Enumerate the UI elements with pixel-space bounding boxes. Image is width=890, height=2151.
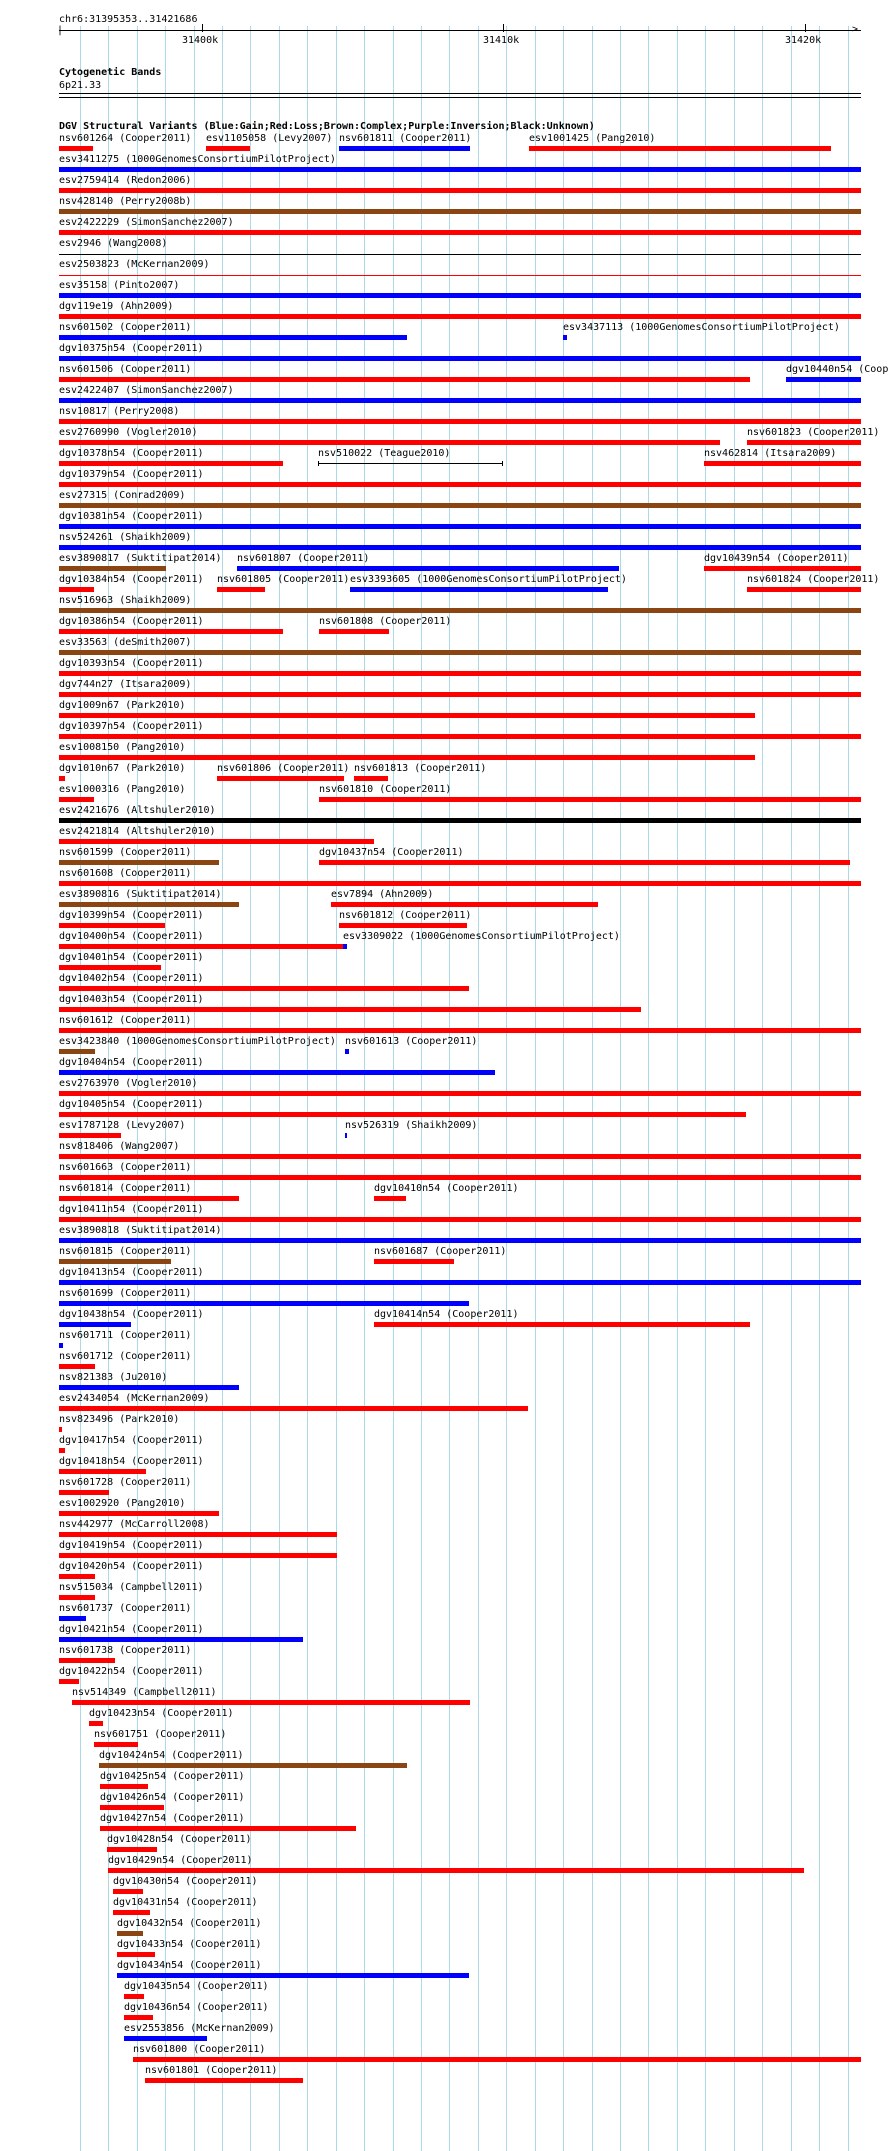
feature-label-nsv514349[interactable]: nsv514349 (Campbell2011)	[72, 1687, 217, 1698]
feature-label-dgv10432n54[interactable]: dgv10432n54 (Cooper2011)	[117, 1918, 262, 1929]
feature-label-dgv10436n54[interactable]: dgv10436n54 (Cooper2011)	[124, 2002, 269, 2013]
ruler-axis	[59, 30, 861, 31]
dgv-track-title: DGV Structural Variants (Blue:Gain;Red:Loss;Brown:Complex;Purple:Inversion;Black:Unknown)	[59, 121, 595, 132]
feature-label-dgv10405n54[interactable]: dgv10405n54 (Cooper2011)	[59, 1099, 204, 1110]
feature-label-esv1000316[interactable]: esv1000316 (Pang2010)	[59, 784, 186, 795]
feature-label-nsv601751[interactable]: nsv601751 (Cooper2011)	[94, 1729, 227, 1740]
feature-bar-dgv10401n54[interactable]	[59, 965, 161, 970]
grid-line	[535, 26, 536, 2151]
feature-bar-esv35158[interactable]	[59, 293, 861, 298]
feature-bar-nsv601814[interactable]	[59, 1196, 239, 1201]
feature-label-dgv10418n54[interactable]: dgv10418n54 (Cooper2011)	[59, 1456, 204, 1467]
feature-label-dgv10438n54[interactable]: dgv10438n54 (Cooper2011)	[59, 1309, 204, 1320]
feature-bar-nsv601811[interactable]	[339, 146, 470, 151]
cytoband-line	[59, 93, 861, 94]
feature-bar-esv3890818[interactable]	[59, 1238, 861, 1243]
grid-line	[393, 26, 394, 2151]
feature-bar-nsv601751[interactable]	[94, 1742, 138, 1747]
feature-bar-esv3411275[interactable]	[59, 167, 861, 172]
feature-label-esv1002920[interactable]: esv1002920 (Pang2010)	[59, 1498, 186, 1509]
feature-bar-dgv10439n54[interactable]	[704, 566, 861, 571]
feature-bar-nsv462814[interactable]	[704, 461, 861, 466]
feature-bar-dgv10431n54[interactable]	[113, 1910, 150, 1915]
feature-bar-esv3309022[interactable]	[343, 944, 347, 949]
feature-bar-nsv601502[interactable]	[59, 335, 407, 340]
feature-bar-esv1787128[interactable]	[59, 1133, 121, 1138]
ruler-start-arrow: |	[57, 25, 64, 36]
feature-bar-esv2760990[interactable]	[59, 440, 720, 445]
feature-bar-nsv601687[interactable]	[374, 1259, 454, 1264]
feature-label-nsv823496[interactable]: nsv823496 (Park2010)	[59, 1414, 180, 1425]
feature-bar-nsv601800[interactable]	[133, 2057, 861, 2062]
feature-label-esv2553856[interactable]: esv2553856 (McKernan2009)	[124, 2023, 275, 2034]
feature-label-nsv601801[interactable]: nsv601801 (Cooper2011)	[145, 2065, 278, 2076]
feature-bar-dgv10411n54[interactable]	[59, 1217, 861, 1222]
grid-line	[478, 26, 479, 2151]
feature-label-dgv10422n54[interactable]: dgv10422n54 (Cooper2011)	[59, 1666, 204, 1677]
feature-bar-dgv10417n54[interactable]	[59, 1448, 65, 1453]
feature-label-esv2434054[interactable]: esv2434054 (McKernan2009)	[59, 1393, 210, 1404]
feature-bar-cap	[318, 461, 319, 466]
feature-label-esv2503823[interactable]: esv2503823 (McKernan2009)	[59, 259, 210, 270]
grid-line	[648, 26, 649, 2151]
feature-label-dgv10393n54[interactable]: dgv10393n54 (Cooper2011)	[59, 658, 204, 669]
feature-bar-nsv601801[interactable]	[145, 2078, 303, 2083]
feature-label-nsv601800[interactable]: nsv601800 (Cooper2011)	[133, 2044, 266, 2055]
feature-label-nsv601728[interactable]: nsv601728 (Cooper2011)	[59, 1477, 192, 1488]
feature-bar-nsv601806[interactable]	[217, 776, 344, 781]
grid-line	[819, 26, 820, 2151]
feature-bar-dgv10418n54[interactable]	[59, 1469, 146, 1474]
grid-line	[848, 26, 849, 2151]
feature-bar-dgv10410n54[interactable]	[374, 1196, 406, 1201]
cytoband-line	[59, 97, 861, 98]
feature-bar-dgv10430n54[interactable]	[113, 1889, 143, 1894]
feature-label-dgv10400n54[interactable]: dgv10400n54 (Cooper2011)	[59, 931, 204, 942]
position-label: chr6:31395353..31421686	[59, 14, 198, 25]
feature-bar-dgv10379n54[interactable]	[59, 482, 861, 487]
feature-label-nsv515034[interactable]: nsv515034 (Campbell2011)	[59, 1582, 204, 1593]
feature-bar-nsv601728[interactable]	[59, 1490, 109, 1495]
feature-label-nsv10817[interactable]: nsv10817 (Perry2008)	[59, 406, 180, 417]
feature-label-dgv10414n54[interactable]: dgv10414n54 (Cooper2011)	[374, 1309, 519, 1320]
feature-bar-esv2422229[interactable]	[59, 230, 861, 235]
feature-bar-dgv10381n54[interactable]	[59, 524, 861, 529]
feature-label-dgv10426n54[interactable]: dgv10426n54 (Cooper2011)	[100, 1792, 245, 1803]
feature-label-dgv10421n54[interactable]: dgv10421n54 (Cooper2011)	[59, 1624, 204, 1635]
feature-label-esv3423840[interactable]: esv3423840 (1000GenomesConsortiumPilotProject)	[59, 1036, 336, 1047]
feature-bar-nsv601812[interactable]	[339, 923, 467, 928]
feature-label-nsv601712[interactable]: nsv601712 (Cooper2011)	[59, 1351, 192, 1362]
feature-label-esv3890816[interactable]: esv3890816 (Suktitipat2014)	[59, 889, 222, 900]
feature-bar-nsv601738[interactable]	[59, 1658, 115, 1663]
feature-bar-nsv514349[interactable]	[72, 1700, 470, 1705]
feature-label-dgv10428n54[interactable]: dgv10428n54 (Cooper2011)	[107, 1834, 252, 1845]
feature-label-esv33563[interactable]: esv33563 (deSmith2007)	[59, 637, 192, 648]
feature-bar-esv2422407[interactable]	[59, 398, 861, 403]
cytoband-track-title: Cytogenetic Bands	[59, 67, 162, 78]
feature-bar-nsv10817[interactable]	[59, 419, 861, 424]
grid-line	[592, 26, 593, 2151]
feature-label-esv2759414[interactable]: esv2759414 (Redon2006)	[59, 175, 192, 186]
feature-bar-esv33563[interactable]	[59, 650, 861, 655]
feature-label-nsv601699[interactable]: nsv601699 (Cooper2011)	[59, 1288, 192, 1299]
feature-bar-esv1001425[interactable]	[529, 146, 831, 151]
feature-bar-dgv10426n54[interactable]	[100, 1805, 164, 1810]
feature-bar-esv2553856[interactable]	[124, 2036, 207, 2041]
feature-label-dgv10378n54[interactable]: dgv10378n54 (Cooper2011)	[59, 448, 204, 459]
feature-bar-dgv10393n54[interactable]	[59, 671, 861, 676]
feature-bar-nsv524261[interactable]	[59, 545, 861, 550]
feature-bar-nsv601663[interactable]	[59, 1175, 861, 1180]
feature-label-esv1001425[interactable]: esv1001425 (Pang2010)	[529, 133, 656, 144]
feature-bar-nsv601808[interactable]	[319, 629, 389, 634]
feature-label-dgv10424n54[interactable]: dgv10424n54 (Cooper2011)	[99, 1750, 244, 1761]
feature-label-nsv601599[interactable]: nsv601599 (Cooper2011)	[59, 847, 192, 858]
feature-label-dgv10404n54[interactable]: dgv10404n54 (Cooper2011)	[59, 1057, 204, 1068]
feature-label-dgv10440n54[interactable]: dgv10440n54 (Coop	[786, 364, 889, 375]
feature-bar-esv3393605[interactable]	[350, 587, 608, 592]
feature-bar-esv1002920[interactable]	[59, 1511, 219, 1516]
feature-label-dgv10402n54[interactable]: dgv10402n54 (Cooper2011)	[59, 973, 204, 984]
grid-line	[421, 26, 422, 2151]
grid-line	[705, 26, 706, 2151]
feature-bar-dgv10375n54[interactable]	[59, 356, 861, 361]
feature-label-esv1105058[interactable]: esv1105058 (Levy2007)	[206, 133, 333, 144]
grid-line	[563, 26, 564, 2151]
feature-label-nsv601811[interactable]: nsv601811 (Cooper2011)	[339, 133, 472, 144]
feature-label-dgv10411n54[interactable]: dgv10411n54 (Cooper2011)	[59, 1204, 204, 1215]
feature-label-dgv10397n54[interactable]: dgv10397n54 (Cooper2011)	[59, 721, 204, 732]
feature-bar-nsv823496[interactable]	[59, 1427, 62, 1432]
feature-label-dgv10384n54[interactable]: dgv10384n54 (Cooper2011)	[59, 574, 204, 585]
feature-label-dgv1009n67[interactable]: dgv1009n67 (Park2010)	[59, 700, 186, 711]
feature-bar-nsv601608[interactable]	[59, 881, 861, 886]
feature-label-esv1787128[interactable]: esv1787128 (Levy2007)	[59, 1120, 186, 1131]
feature-label-dgv10417n54[interactable]: dgv10417n54 (Cooper2011)	[59, 1435, 204, 1446]
feature-label-esv27315[interactable]: esv27315 (Conrad2009)	[59, 490, 186, 501]
feature-bar-dgv10423n54[interactable]	[89, 1721, 103, 1726]
feature-label-nsv601663[interactable]: nsv601663 (Cooper2011)	[59, 1162, 192, 1173]
feature-bar-nsv442977[interactable]	[59, 1532, 337, 1537]
feature-label-esv3890817[interactable]: esv3890817 (Suktitipat2014)	[59, 553, 222, 564]
feature-label-dgv10399n54[interactable]: dgv10399n54 (Cooper2011)	[59, 910, 204, 921]
feature-label-nsv601506[interactable]: nsv601506 (Cooper2011)	[59, 364, 192, 375]
feature-label-esv3437113[interactable]: esv3437113 (1000GenomesConsortiumPilotProject)	[563, 322, 840, 333]
feature-label-esv3393605[interactable]: esv3393605 (1000GenomesConsortiumPilotProject)	[350, 574, 627, 585]
feature-label-esv3890818[interactable]: esv3890818 (Suktitipat2014)	[59, 1225, 222, 1236]
feature-bar-dgv10397n54[interactable]	[59, 734, 861, 739]
feature-bar-dgv10421n54[interactable]	[59, 1637, 303, 1642]
feature-label-dgv10379n54[interactable]: dgv10379n54 (Cooper2011)	[59, 469, 204, 480]
feature-bar-nsv601823[interactable]	[747, 440, 861, 445]
feature-bar-dgv10424n54[interactable]	[99, 1763, 407, 1768]
feature-bar-dgv1009n67[interactable]	[59, 713, 755, 718]
feature-label-nsv442977[interactable]: nsv442977 (McCarroll2008)	[59, 1519, 210, 1530]
feature-bar-dgv10432n54[interactable]	[117, 1931, 143, 1936]
feature-bar-dgv10402n54[interactable]	[59, 986, 469, 991]
feature-bar-nsv601612[interactable]	[59, 1028, 861, 1033]
feature-bar-esv1008150[interactable]	[59, 755, 755, 760]
feature-label-nsv601808[interactable]: nsv601808 (Cooper2011)	[319, 616, 452, 627]
feature-label-nsv601264[interactable]: nsv601264 (Cooper2011)	[59, 133, 192, 144]
feature-label-dgv10401n54[interactable]: dgv10401n54 (Cooper2011)	[59, 952, 204, 963]
feature-bar-esv3423840[interactable]	[59, 1049, 95, 1054]
feature-bar-dgv1010n67[interactable]	[59, 776, 65, 781]
feature-bar-esv3437113[interactable]	[563, 335, 567, 340]
feature-bar-esv2434054[interactable]	[59, 1406, 528, 1411]
feature-label-esv2421676[interactable]: esv2421676 (Altshuler2010)	[59, 805, 216, 816]
feature-bar-dgv10437n54[interactable]	[319, 860, 850, 865]
feature-bar-nsv516963[interactable]	[59, 608, 861, 613]
feature-bar-nsv601805[interactable]	[217, 587, 265, 592]
feature-bar-esv2763970[interactable]	[59, 1091, 861, 1096]
feature-label-dgv744n27[interactable]: dgv744n27 (Itsara2009)	[59, 679, 192, 690]
feature-bar-dgv10425n54[interactable]	[100, 1784, 148, 1789]
feature-bar-nsv601824[interactable]	[747, 587, 861, 592]
ruler-tick	[202, 24, 203, 32]
feature-bar-nsv601599[interactable]	[59, 860, 219, 865]
feature-label-dgv10419n54[interactable]: dgv10419n54 (Cooper2011)	[59, 1540, 204, 1551]
feature-label-nsv601813[interactable]: nsv601813 (Cooper2011)	[354, 763, 487, 774]
feature-label-esv2422407[interactable]: esv2422407 (SimonSanchez2007)	[59, 385, 234, 396]
feature-label-dgv10435n54[interactable]: dgv10435n54 (Cooper2011)	[124, 1981, 269, 1992]
cytoband-label: 6p21.33	[59, 80, 102, 91]
feature-label-nsv428140[interactable]: nsv428140 (Perry2008b)	[59, 196, 192, 207]
feature-label-nsv510022[interactable]: nsv510022 (Teague2010)	[318, 448, 451, 459]
feature-label-nsv818406[interactable]: nsv818406 (Wang2007)	[59, 1141, 180, 1152]
feature-label-dgv119e19[interactable]: dgv119e19 (Ahn2009)	[59, 301, 174, 312]
feature-label-dgv10420n54[interactable]: dgv10420n54 (Cooper2011)	[59, 1561, 204, 1572]
feature-label-nsv601823[interactable]: nsv601823 (Cooper2011)	[747, 427, 880, 438]
feature-bar-dgv10399n54[interactable]	[59, 923, 165, 928]
feature-label-dgv10433n54[interactable]: dgv10433n54 (Cooper2011)	[117, 1939, 262, 1950]
feature-label-nsv601737[interactable]: nsv601737 (Cooper2011)	[59, 1603, 192, 1614]
feature-label-nsv601806[interactable]: nsv601806 (Cooper2011)	[217, 763, 350, 774]
feature-label-dgv10439n54[interactable]: dgv10439n54 (Cooper2011)	[704, 553, 849, 564]
feature-label-esv2760990[interactable]: esv2760990 (Vogler2010)	[59, 427, 198, 438]
feature-bar-nsv601712[interactable]	[59, 1364, 95, 1369]
feature-bar-esv27315[interactable]	[59, 503, 861, 508]
feature-bar-dgv10435n54[interactable]	[124, 1994, 144, 1999]
feature-bar-nsv601810[interactable]	[319, 797, 861, 802]
feature-bar-esv2946[interactable]	[59, 254, 861, 255]
feature-bar-dgv10378n54[interactable]	[59, 461, 283, 466]
feature-label-dgv1010n67[interactable]: dgv1010n67 (Park2010)	[59, 763, 186, 774]
feature-bar-nsv818406[interactable]	[59, 1154, 861, 1159]
feature-bar-esv3890817[interactable]	[59, 566, 166, 571]
feature-label-nsv601738[interactable]: nsv601738 (Cooper2011)	[59, 1645, 192, 1656]
feature-bar-esv3890816[interactable]	[59, 902, 239, 907]
feature-bar-cap	[502, 461, 503, 466]
feature-label-dgv10381n54[interactable]: dgv10381n54 (Cooper2011)	[59, 511, 204, 522]
feature-label-dgv10437n54[interactable]: dgv10437n54 (Cooper2011)	[319, 847, 464, 858]
feature-bar-nsv601737[interactable]	[59, 1616, 86, 1621]
feature-bar-nsv601699[interactable]	[59, 1301, 469, 1306]
feature-label-dgv10423n54[interactable]: dgv10423n54 (Cooper2011)	[89, 1708, 234, 1719]
feature-label-dgv10403n54[interactable]: dgv10403n54 (Cooper2011)	[59, 994, 204, 1005]
feature-bar-esv1105058[interactable]	[206, 146, 250, 151]
grid-line	[250, 26, 251, 2151]
feature-label-nsv601608[interactable]: nsv601608 (Cooper2011)	[59, 868, 192, 879]
feature-bar-dgv10413n54[interactable]	[59, 1280, 861, 1285]
feature-label-dgv10375n54[interactable]: dgv10375n54 (Cooper2011)	[59, 343, 204, 354]
feature-bar-esv2759414[interactable]	[59, 188, 861, 193]
feature-bar-dgv10434n54[interactable]	[117, 1973, 469, 1978]
feature-label-nsv601502[interactable]: nsv601502 (Cooper2011)	[59, 322, 192, 333]
feature-label-nsv601814[interactable]: nsv601814 (Cooper2011)	[59, 1183, 192, 1194]
feature-bar-dgv10384n54[interactable]	[59, 587, 94, 592]
feature-label-nsv601612[interactable]: nsv601612 (Cooper2011)	[59, 1015, 192, 1026]
feature-bar-nsv601264[interactable]	[59, 146, 93, 151]
feature-label-dgv10427n54[interactable]: dgv10427n54 (Cooper2011)	[100, 1813, 245, 1824]
feature-bar-dgv10400n54[interactable]	[59, 944, 345, 949]
feature-label-dgv10431n54[interactable]: dgv10431n54 (Cooper2011)	[113, 1897, 258, 1908]
ruler-end-arrow: >	[852, 24, 859, 35]
feature-label-nsv524261[interactable]: nsv524261 (Shaikh2009)	[59, 532, 192, 543]
feature-bar-dgv10428n54[interactable]	[107, 1847, 157, 1852]
grid-line	[762, 26, 763, 2151]
feature-bar-esv2421814[interactable]	[59, 839, 374, 844]
feature-bar-nsv601807[interactable]	[237, 566, 619, 571]
grid-line	[364, 26, 365, 2151]
feature-bar-dgv10414n54[interactable]	[374, 1322, 750, 1327]
feature-bar-dgv744n27[interactable]	[59, 692, 861, 697]
feature-bar-dgv10422n54[interactable]	[59, 1679, 79, 1684]
grid-line	[279, 26, 280, 2151]
feature-bar-dgv10404n54[interactable]	[59, 1070, 495, 1075]
feature-label-esv2946[interactable]: esv2946 (Wang2008)	[59, 238, 168, 249]
feature-label-nsv462814[interactable]: nsv462814 (Itsara2009)	[704, 448, 837, 459]
feature-bar-dgv119e19[interactable]	[59, 314, 861, 319]
ruler-tick-label: 31420k	[785, 35, 822, 46]
feature-label-nsv601613[interactable]: nsv601613 (Cooper2011)	[345, 1036, 478, 1047]
feature-bar-esv2421676[interactable]	[59, 818, 861, 823]
feature-bar-nsv601813[interactable]	[354, 776, 388, 781]
feature-label-esv1008150[interactable]: esv1008150 (Pang2010)	[59, 742, 186, 753]
feature-label-esv7894[interactable]: esv7894 (Ahn2009)	[331, 889, 434, 900]
grid-line	[449, 26, 450, 2151]
feature-label-esv2763970[interactable]: esv2763970 (Vogler2010)	[59, 1078, 198, 1089]
feature-bar-dgv10419n54[interactable]	[59, 1553, 337, 1558]
ruler-tick	[503, 24, 504, 32]
ruler-tick-label: 31410k	[483, 35, 520, 46]
ruler-tick-label: 31400k	[182, 35, 219, 46]
feature-bar-dgv10436n54[interactable]	[124, 2015, 153, 2020]
grid-line	[336, 26, 337, 2151]
feature-bar-dgv10403n54[interactable]	[59, 1007, 641, 1012]
feature-label-nsv601812[interactable]: nsv601812 (Cooper2011)	[339, 910, 472, 921]
feature-label-esv2422229[interactable]: esv2422229 (SimonSanchez2007)	[59, 217, 234, 228]
grid-line	[620, 26, 621, 2151]
feature-bar-dgv10386n54[interactable]	[59, 629, 283, 634]
feature-label-nsv516963[interactable]: nsv516963 (Shaikh2009)	[59, 595, 192, 606]
feature-label-dgv10430n54[interactable]: dgv10430n54 (Cooper2011)	[113, 1876, 258, 1887]
feature-label-dgv10386n54[interactable]: dgv10386n54 (Cooper2011)	[59, 616, 204, 627]
feature-label-nsv601815[interactable]: nsv601815 (Cooper2011)	[59, 1246, 192, 1257]
feature-bar-nsv601613[interactable]	[345, 1049, 349, 1054]
feature-bar-dgv10405n54[interactable]	[59, 1112, 746, 1117]
feature-label-nsv601810[interactable]: nsv601810 (Cooper2011)	[319, 784, 452, 795]
feature-bar-dgv10427n54[interactable]	[100, 1826, 356, 1831]
grid-line	[222, 26, 223, 2151]
feature-bar-esv1000316[interactable]	[59, 797, 94, 802]
feature-bar-dgv10433n54[interactable]	[117, 1952, 155, 1957]
feature-label-esv3411275[interactable]: esv3411275 (1000GenomesConsortiumPilotProject)	[59, 154, 336, 165]
feature-bar-dgv10440n54[interactable]	[786, 377, 861, 382]
feature-label-nsv601805[interactable]: nsv601805 (Cooper2011)	[217, 574, 350, 585]
feature-bar-esv7894[interactable]	[331, 902, 598, 907]
feature-bar-nsv515034[interactable]	[59, 1595, 95, 1600]
feature-label-dgv10410n54[interactable]: dgv10410n54 (Cooper2011)	[374, 1183, 519, 1194]
feature-bar-nsv601815[interactable]	[59, 1259, 171, 1264]
grid-line	[506, 26, 507, 2151]
feature-bar-nsv526319[interactable]	[345, 1133, 347, 1138]
feature-label-esv35158[interactable]: esv35158 (Pinto2007)	[59, 280, 180, 291]
grid-line	[734, 26, 735, 2151]
feature-label-nsv601824[interactable]: nsv601824 (Cooper2011)	[747, 574, 880, 585]
feature-bar-dgv10420n54[interactable]	[59, 1574, 95, 1579]
feature-bar-nsv510022[interactable]	[318, 463, 503, 464]
feature-label-esv2421814[interactable]: esv2421814 (Altshuler2010)	[59, 826, 216, 837]
feature-bar-nsv428140[interactable]	[59, 209, 861, 214]
feature-label-dgv10413n54[interactable]: dgv10413n54 (Cooper2011)	[59, 1267, 204, 1278]
ruler-tick	[805, 24, 806, 32]
grid-line	[307, 26, 308, 2151]
grid-line	[791, 26, 792, 2151]
feature-label-dgv10429n54[interactable]: dgv10429n54 (Cooper2011)	[108, 1855, 253, 1866]
feature-label-nsv821383[interactable]: nsv821383 (Ju2010)	[59, 1372, 168, 1383]
feature-bar-nsv601506[interactable]	[59, 377, 750, 382]
feature-label-nsv601687[interactable]: nsv601687 (Cooper2011)	[374, 1246, 507, 1257]
feature-label-dgv10425n54[interactable]: dgv10425n54 (Cooper2011)	[100, 1771, 245, 1782]
feature-bar-dgv10429n54[interactable]	[108, 1868, 804, 1873]
feature-label-dgv10434n54[interactable]: dgv10434n54 (Cooper2011)	[117, 1960, 262, 1971]
grid-line	[677, 26, 678, 2151]
feature-bar-dgv10438n54[interactable]	[59, 1322, 131, 1327]
feature-label-nsv601711[interactable]: nsv601711 (Cooper2011)	[59, 1330, 192, 1341]
feature-bar-esv2503823[interactable]	[59, 275, 861, 276]
feature-label-nsv526319[interactable]: nsv526319 (Shaikh2009)	[345, 1120, 478, 1131]
feature-bar-nsv821383[interactable]	[59, 1385, 239, 1390]
feature-bar-nsv601711[interactable]	[59, 1343, 63, 1348]
feature-label-nsv601807[interactable]: nsv601807 (Cooper2011)	[237, 553, 370, 564]
feature-label-esv3309022[interactable]: esv3309022 (1000GenomesConsortiumPilotProject)	[343, 931, 620, 942]
